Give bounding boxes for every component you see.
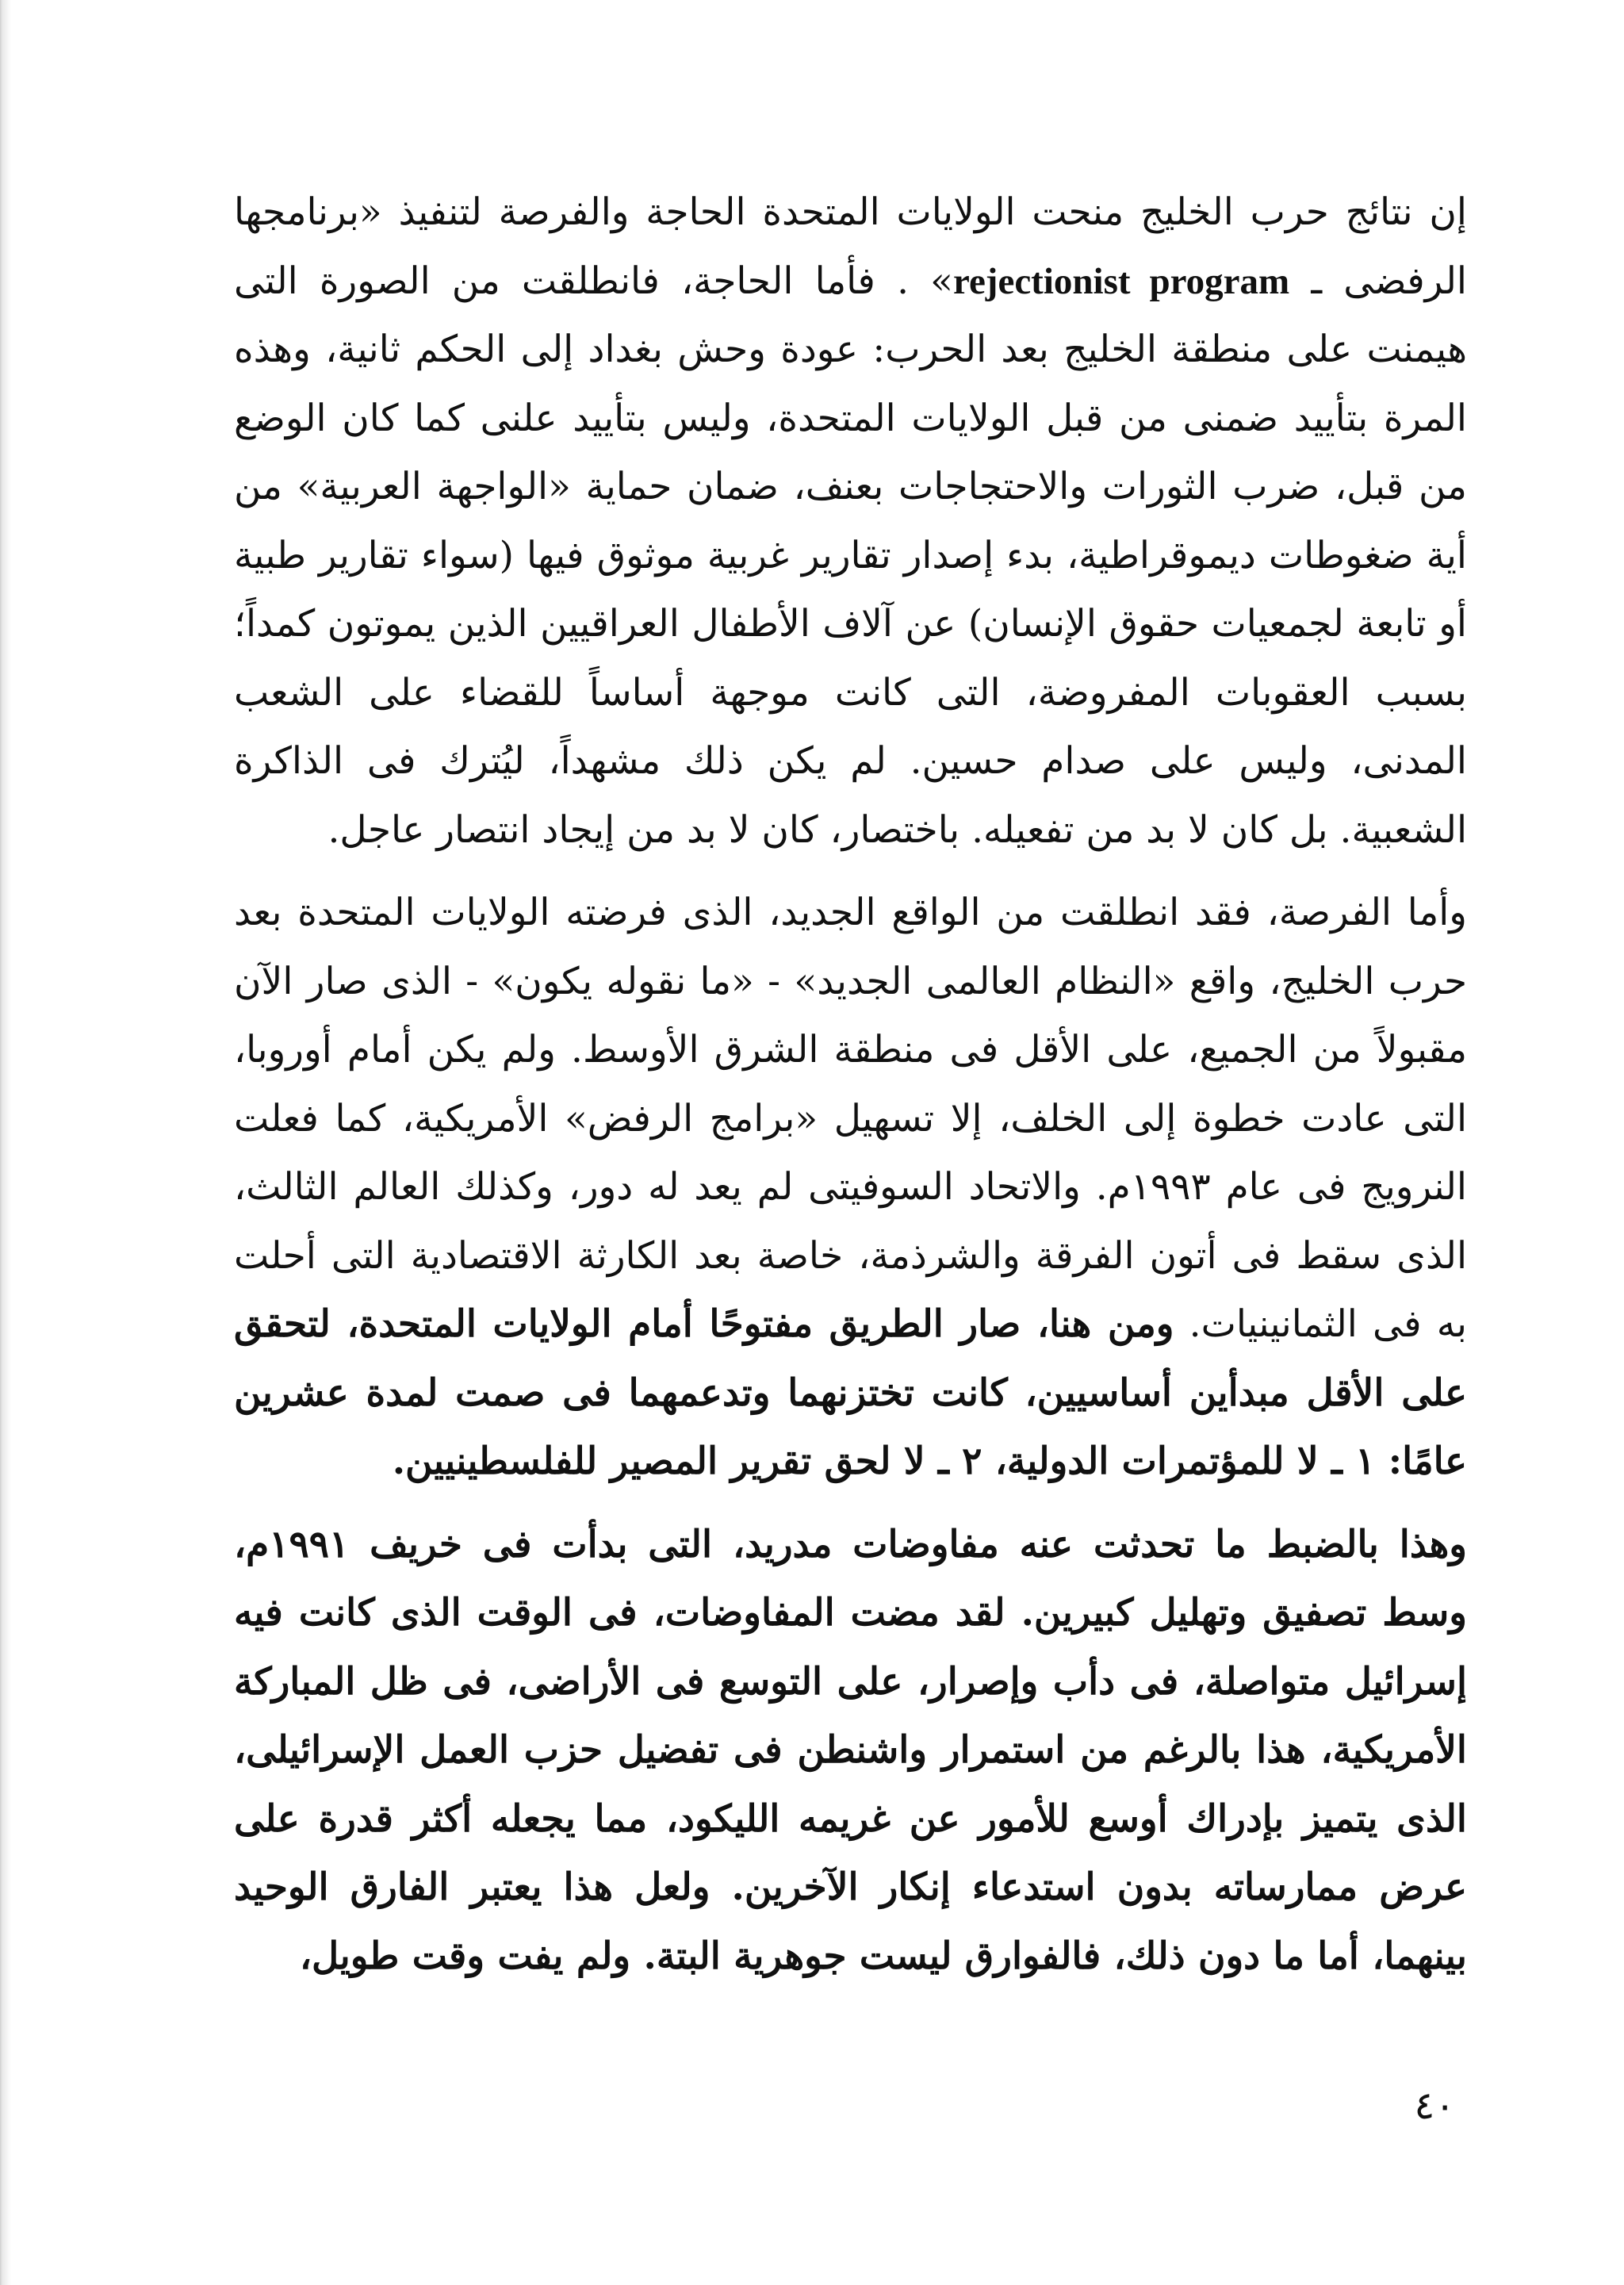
text-segment-bold: ومن هنا، صار الطريق مفتوحًا أمام الولايات المتحدة، لتحقق على الأقل مبدأين أساسيين، كانت تختزنهما وتدعمهما فى صمت لمدة عشرين عامًا: ١ ـ لا للمؤتمرات الدولية، ٢ ـ لا لحق تقرير المصير للفلسطينيين. (234, 1302, 1467, 1483)
text-segment-regular: وأما الفرصة، فقد انطلقت من الواقع الجديد، الذى فرضته الولايات المتحدة بعد حرب الخليج، واقع «النظام العالمى الجديد» - «ما نقوله يكون» - الذى صار الآن مقبولاً من الجميع، على الأقل فى منطقة الشرق الأوسط. ولم يكن أمام أوروبا، التى عادت خطوة إلى الخلف، إلا تسهيل «برامج الرفض» الأمريكية، كما فعلت النرويج فى عام ١٩٩٣م. والاتحاد السوفيتى لم يعد له دور، وكذلك العالم الثالث، الذى سقط فى أتون الفرقة والشرذمة، خاصة بعد الكارثة الاقتصادية التى أحلت به فى الثمانينيات. (234, 891, 1467, 1346)
scan-edge-shadow (0, 0, 11, 2285)
paragraph-gulf-war-need (234, 178, 1467, 865)
text-segment-bold: وهذا بالضبط ما تحدثت عنه مفاوضات مدريد، التى بدأت فى خريف ١٩٩١م، وسط تصفيق وتهليل كبيرين. لقد مضت المفاوضات، فى الوقت الذى كانت فيه إسرائيل متواصلة، فى دأب وإصرار، على التوسع فى الأراضى، فى ظل المباركة الأمريكية، هذا بالرغم من استمرار واشنطن فى تفضيل حزب العمل الإسرائيلى، الذى يتميز بإدراك أوسع للأمور عن غريمه الليكود، مما يجعله أكثر قدرة على عرض ممارساته بدون استدعاء إنكار الآخرين. ولعل هذا يعتبر الفارق الوحيد بينهما، أما ما دون ذلك، فالفوارق ليست جوهرية البتة. ولم يفت وقت طويل، (234, 1522, 1467, 1978)
page-body (234, 178, 1467, 1991)
paragraph-opportunity (234, 879, 1467, 1497)
text-segment-regular: إن نتائج حرب الخليج منحت الولايات المتحدة الحاجة والفرصة لتنفيذ «برنامجها الرفضى ـ (234, 190, 1467, 303)
page-number: ٤٠ (1414, 2084, 1455, 2128)
text-segment-regular: » . فأما الحاجة، فانطلقت من الصورة التى هيمنت على منطقة الخليج بعد الحرب: عودة وحش بغداد إلى الحكم ثانية، وهذه المرة بتأييد ضمنى من قبل الولايات المتحدة، وليس بتأييد علنى كما كان الوضع من قبل، ضرب الثورات والاحتجاجات بعنف، ضمان حماية «الواجهة العربية» من أية ضغوطات ديموقراطية، بدء إصدار تقارير غربية موثوق فيها (سواء تقارير طبية أو تابعة لجمعيات حقوق الإنسان) عن آلاف الأطفال العراقيين الذين يموتون كمداً؛ بسبب العقوبات المفروضة، التى كانت موجهة أساساً للقضاء على الشعب المدنى، وليس على صدام حسين. لم يكن ذلك مشهداً، ليُترك فى الذاكرة الشعبية. بل كان لا بد من تفعيله. باختصار، كان لا بد من إيجاد انتصار عاجل. (234, 259, 1467, 852)
paragraph-madrid-negotiations (234, 1511, 1467, 1992)
text-segment-latin: rejectionist program (952, 260, 1290, 302)
